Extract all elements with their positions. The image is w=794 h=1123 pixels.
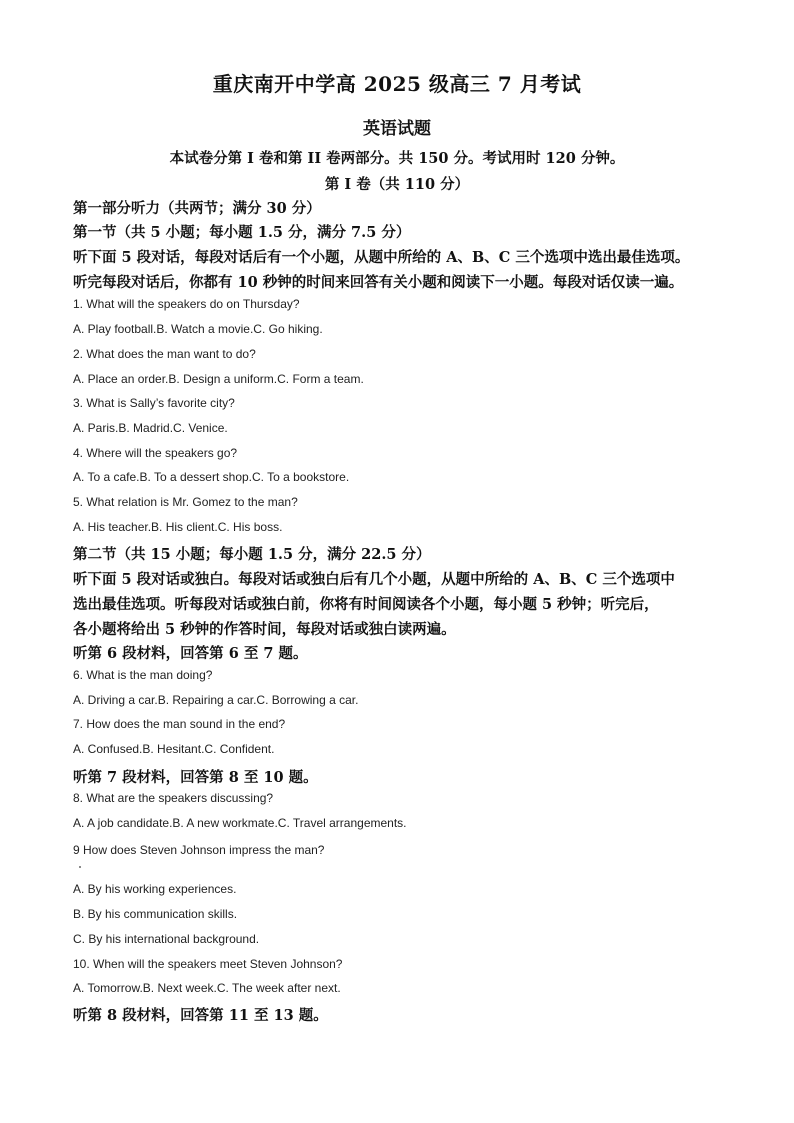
material-heading: 听第 7 段材料，回答第 8 至 10 题。	[73, 769, 318, 786]
question-options: A. Play football.B. Watch a movie.C. Go hiking.	[73, 322, 323, 336]
question-options: A. His teacher.B. His client.C. His boss.	[73, 520, 283, 534]
question-text: 2. What does the man want to do?	[73, 347, 256, 361]
question-option: A. By his working experiences.	[73, 882, 237, 896]
material-heading: 听第 8 段材料，回答第 11 至 13 题。	[73, 1007, 328, 1024]
question-options: A. Place an order.B. Design a uniform.C. Form a team.	[73, 372, 364, 386]
section1-instruction-line: 听完每段对话后，你都有 10 秒钟的时间来回答有关小题和阅读下一小题。每段对话仅读一遍。	[73, 274, 684, 291]
question-text: 3. What is Sally’s favorite city?	[73, 396, 235, 410]
section2-instruction-line: 选出最佳选项。听每段对话或独白前，你将有时间阅读各个小题，每小题 5 秒钟；听完后，	[73, 596, 659, 613]
question-options: A. Paris.B. Madrid.C. Venice.	[73, 421, 228, 435]
section1-heading: 第一节（共 5 小题；每小题 1.5 分，满分 7.5 分）	[73, 224, 411, 241]
question-text: 9 How does Steven Johnson impress the man?	[73, 843, 325, 857]
question-options: A. To a cafe.B. To a dessert shop.C. To a bookstore.	[73, 470, 350, 484]
question-text: 7. How does the man sound in the end?	[73, 717, 286, 731]
question-text: 10. When will the speakers meet Steven Johnson?	[73, 957, 343, 971]
question-options: A. Confused.B. Hesitant.C. Confident.	[73, 742, 275, 756]
question-text: 8. What are the speakers discussing?	[73, 791, 274, 805]
question-options: A. Driving a car.B. Repairing a car.C. Borrowing a car.	[73, 693, 359, 707]
exam-intro: 本试卷分第 I 卷和第 II 卷两部分。共 150 分。考试用时 120 分钟。	[169, 150, 625, 167]
section1-instruction-line: 听下面 5 段对话，每段对话后有一个小题，从题中所给的 A、B、C 三个选项中选出最佳选项。	[73, 249, 690, 266]
material-heading: 听第 6 段材料，回答第 6 至 7 题。	[73, 645, 308, 662]
question-text: 6. What is the man doing?	[73, 668, 213, 682]
question-text: 5. What relation is Mr. Gomez to the man?	[73, 495, 298, 509]
question-options: A. A job candidate.B. A new workmate.C. Travel arrangements.	[73, 816, 407, 830]
volume-heading: 第 I 卷（共 110 分）	[324, 176, 470, 193]
question-text: 4. Where will the speakers go?	[73, 446, 238, 460]
section2-heading: 第二节（共 15 小题；每小题 1.5 分，满分 22.5 分）	[73, 546, 431, 563]
question-options: A. Tomorrow.B. Next week.C. The week after next.	[73, 981, 341, 995]
part1-heading: 第一部分听力（共两节；满分 30 分）	[73, 200, 321, 217]
exam-title: 重庆南开中学高 2025 级高三 7 月考试	[212, 72, 582, 96]
question-option: B. By his communication skills.	[73, 907, 238, 921]
question-option: C. By his international background.	[73, 932, 260, 946]
stray-dot-mark	[79, 866, 81, 868]
question-text: 1. What will the speakers do on Thursday?	[73, 297, 300, 311]
section2-instruction-line: 听下面 5 段对话或独白。每段对话或独白后有几个小题，从题中所给的 A、B、C 三个选项中	[73, 571, 675, 588]
section2-instruction-line: 各小题将给出 5 秒钟的作答时间，每段对话或独白读两遍。	[73, 621, 456, 638]
exam-subtitle: 英语试题	[363, 119, 431, 139]
